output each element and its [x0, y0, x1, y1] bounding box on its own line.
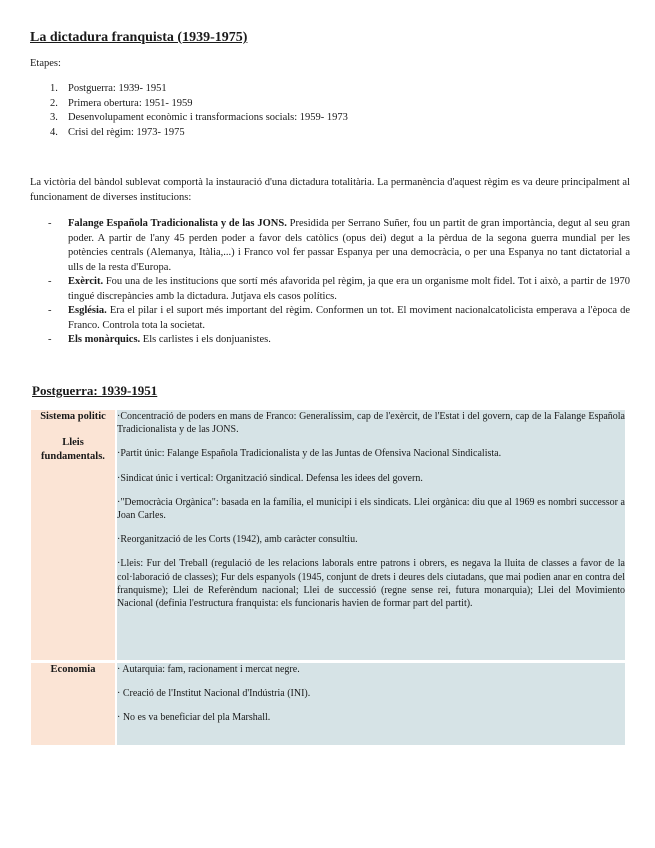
list-item: 3. Desenvolupament econòmic i transformacions socials: 1959- 1973	[50, 112, 348, 123]
table-cell-item: · Creació de l'Institut Nacional d'Indústria (INI).	[117, 688, 311, 700]
table-row	[31, 662, 625, 746]
table-cell-item: · Autarquia: fam, racionament i mercat negre.	[117, 664, 300, 675]
list-item: - Els monàrquics. Els carlistes i els donjuanistes.	[48, 334, 271, 345]
row-content	[116, 410, 625, 662]
postguerra-table	[31, 410, 625, 745]
intro-paragraph: La victòria del bàndol sublevat comportà la instauració d'una dictadura totalitària. La permanència d'aquest règim es va deure principalment al funcionament de diverses institucions:	[30, 177, 630, 203]
row-header-line1: Economia	[50, 664, 96, 675]
list-item: 1. Postguerra: 1939- 1951	[50, 83, 167, 94]
etapes-list	[50, 82, 348, 140]
list-item: - Falange Española Tradicionalista y de las JONS. Presidida per Serrano Suñer, fou un partit de gran importància, degut al seu gran poder. A partir de l'any 45 perden poder a favor dels catòlics (opus dei) degut a la pèrdua de la segona guerra mundial per les potències centrals (Alemanya, Itàlia,...) i Franco vol fer passar Espanya per una democràcia, o per una Espanya no tant dictatorial a ulls de la resta d'Europa.	[48, 218, 630, 273]
table-row	[31, 410, 625, 662]
table-cell-item: ·Lleis: Fur del Treball (regulació de les relacions laborals entre patrons i obrers, es negava la lluita de classes a favor de la col·laboració de classes); Fur dels espanyols (1945, conjunt de drets i deures dels ciutadans, que mai podien anar en contra del franquisme); Llei de Referèndum nacional; Llei de successió (regne sense rei, futura monarquia); Llei del Movimiento Nacional (definia l'estructura franquista: els funcionaris havien de formar part del partit).	[117, 558, 625, 610]
list-item: 2. Primera obertura: 1951- 1959	[50, 97, 193, 109]
table-cell-item: ·Partit únic: Falange Española Tradicionalista y de las Juntas de Ofensiva Nacional Sindicalista.	[117, 448, 502, 460]
row-header-line2: Lleis fundamentals.	[41, 437, 105, 462]
list-item: 4. Crisi del règim: 1973- 1975	[50, 126, 185, 138]
document-title: La dictadura franquista (1939-1975)	[30, 30, 248, 45]
row-header-line1: Sistema politic	[40, 411, 106, 422]
table-cell-item: ·Reorganització de les Corts (1942), amb caràcter consultiu.	[117, 534, 358, 546]
list-item: - Exèrcit. Fou una de les institucions que sortí més afavorida pel règim, ja que era un organisme molt fidel. Tot i això, a partir de 1970 tingué discrepàncies amb la dictadura. Jutjava els casos polítics.	[48, 276, 630, 302]
institutions-list	[48, 217, 630, 348]
table-cell-item: · No es va beneficiar del pla Marshall.	[117, 712, 271, 724]
table-cell-item: ·"Democràcia Orgànica": basada en la família, el municipi i els sindicats. Llei orgànica: diu que al 1969 es nombri successor a Joan Carles.	[117, 496, 625, 522]
list-item: - Església. Era el pilar i el suport més important del règim. Conformen un tot. El moviment nacionalcatolicista emperava a l'època de Franco. Controla tota la societat.	[48, 305, 630, 331]
row-content	[116, 662, 625, 746]
etapes-label: Etapes:	[30, 58, 61, 69]
row-header	[31, 410, 116, 662]
row-header	[31, 662, 116, 746]
table-cell-item: ·Concentració de poders en mans de Franco: Generalíssim, cap de l'exèrcit, de l'Estat i del govern, cap de la Falange Española Tradicionalista y de las JONS.	[117, 411, 625, 436]
section-title: Postguerra: 1939-1951	[32, 383, 158, 398]
table-cell-item: ·Sindicat únic i vertical: Organització sindical. Defensa les idees del govern.	[117, 472, 423, 484]
